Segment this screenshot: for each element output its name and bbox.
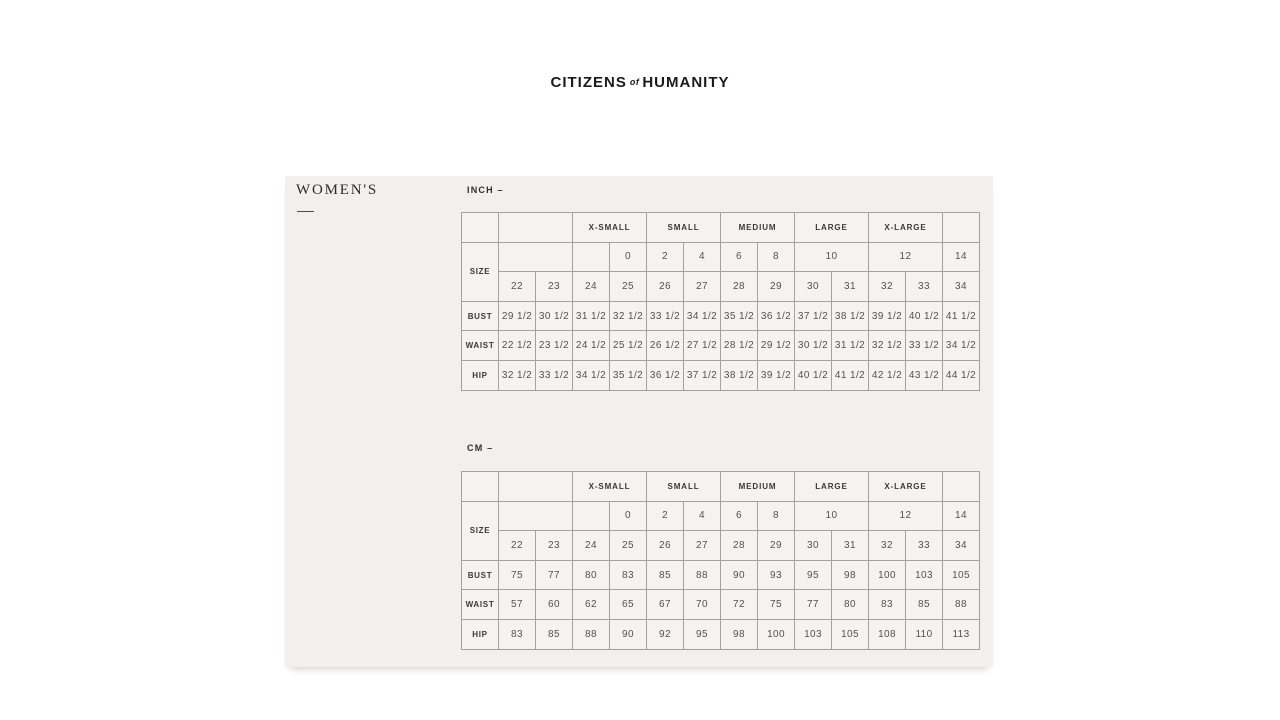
measurement-value: 75 — [499, 560, 536, 590]
measurement-value: 35 1/2 — [610, 360, 647, 390]
measurement-value: 34 1/2 — [943, 331, 980, 361]
measurement-value: 57 — [499, 590, 536, 620]
waist-size-cell: 29 — [758, 531, 795, 561]
measurement-row — [462, 301, 980, 331]
measurement-row — [462, 331, 980, 361]
measurement-value: 31 1/2 — [832, 331, 869, 361]
numeric-size-cell: 6 — [721, 501, 758, 531]
heading-underline — [297, 211, 314, 212]
measurement-value: 72 — [721, 590, 758, 620]
measurement-value: 90 — [610, 619, 647, 649]
measurement-value: 98 — [721, 619, 758, 649]
measurement-label: HIP — [462, 360, 499, 390]
waist-size-cell: 33 — [906, 272, 943, 302]
measurement-value: 32 1/2 — [869, 331, 906, 361]
waist-size-cell: 26 — [647, 531, 684, 561]
measurement-value: 60 — [536, 590, 573, 620]
measurement-value: 41 1/2 — [832, 360, 869, 390]
measurement-value: 65 — [610, 590, 647, 620]
measurement-value: 88 — [684, 560, 721, 590]
numeric-size-cell: 14 — [943, 501, 980, 531]
measurement-value: 42 1/2 — [869, 360, 906, 390]
empty-cell — [462, 472, 499, 502]
measurement-value: 43 1/2 — [906, 360, 943, 390]
measurement-value: 29 1/2 — [499, 301, 536, 331]
numeric-size-cell: 2 — [647, 501, 684, 531]
size-axis-label: SIZE — [462, 242, 499, 301]
numeric-size-cell: 12 — [869, 242, 943, 272]
cm-section-label: CM – — [467, 443, 494, 453]
numeric-size-cell: 10 — [795, 501, 869, 531]
measurement-value: 100 — [869, 560, 906, 590]
empty-cell — [462, 213, 499, 243]
measurement-label: WAIST — [462, 590, 499, 620]
waist-size-cell: 28 — [721, 272, 758, 302]
measurement-value: 105 — [832, 619, 869, 649]
womens-heading: WOMEN'S — [296, 182, 378, 198]
measurement-value: 22 1/2 — [499, 331, 536, 361]
brand-logo-word2: of — [629, 77, 640, 87]
measurement-value: 113 — [943, 619, 980, 649]
measurement-value: 103 — [906, 560, 943, 590]
numeric-size-cell: 14 — [943, 242, 980, 272]
waist-size-cell: 32 — [869, 272, 906, 302]
measurement-value: 110 — [906, 619, 943, 649]
measurement-value: 88 — [943, 590, 980, 620]
measurement-value: 85 — [536, 619, 573, 649]
measurement-label: BUST — [462, 560, 499, 590]
measurement-value: 37 1/2 — [795, 301, 832, 331]
measurement-value: 36 1/2 — [758, 301, 795, 331]
measurement-value: 62 — [573, 590, 610, 620]
measurement-value: 35 1/2 — [721, 301, 758, 331]
measurement-value: 40 1/2 — [906, 301, 943, 331]
waist-size-cell: 26 — [647, 272, 684, 302]
measurement-value: 38 1/2 — [832, 301, 869, 331]
letter-size-header: X-SMALL — [573, 472, 647, 502]
waist-size-cell: 33 — [906, 531, 943, 561]
measurement-value: 23 1/2 — [536, 331, 573, 361]
numeric-size-cell: 4 — [684, 501, 721, 531]
measurement-value: 34 1/2 — [684, 301, 721, 331]
empty-cell — [943, 213, 980, 243]
measurement-value: 67 — [647, 590, 684, 620]
measurement-value: 93 — [758, 560, 795, 590]
measurement-value: 92 — [647, 619, 684, 649]
letter-size-header: SMALL — [647, 213, 721, 243]
measurement-value: 100 — [758, 619, 795, 649]
waist-size-cell: 31 — [832, 272, 869, 302]
waist-size-cell: 24 — [573, 531, 610, 561]
measurement-value: 103 — [795, 619, 832, 649]
waist-size-cell: 30 — [795, 531, 832, 561]
waist-size-cell: 28 — [721, 531, 758, 561]
measurement-value: 83 — [869, 590, 906, 620]
waist-size-cell: 32 — [869, 531, 906, 561]
measurement-value: 105 — [943, 560, 980, 590]
measurement-value: 85 — [647, 560, 684, 590]
measurement-value: 98 — [832, 560, 869, 590]
waist-size-cell: 27 — [684, 531, 721, 561]
measurement-value: 95 — [795, 560, 832, 590]
measurement-value: 30 1/2 — [536, 301, 573, 331]
numeric-size-cell: 0 — [610, 242, 647, 272]
brand-logo — [0, 74, 1280, 91]
numeric-size-cell: 6 — [721, 242, 758, 272]
waist-size-cell: 23 — [536, 272, 573, 302]
size-axis-label: SIZE — [462, 501, 499, 560]
size-chart-panel — [285, 176, 993, 667]
measurement-value: 40 1/2 — [795, 360, 832, 390]
cm-size-table — [461, 471, 980, 650]
waist-size-cell: 25 — [610, 272, 647, 302]
numeric-size-cell: 12 — [869, 501, 943, 531]
brand-logo-word1: CITIZENS — [550, 74, 627, 91]
measurement-value: 70 — [684, 590, 721, 620]
numeric-size-cell: 8 — [758, 242, 795, 272]
letter-size-header: MEDIUM — [721, 472, 795, 502]
measurement-value: 25 1/2 — [610, 331, 647, 361]
letter-size-row — [462, 213, 980, 243]
measurement-value: 33 1/2 — [906, 331, 943, 361]
waist-size-cell: 30 — [795, 272, 832, 302]
measurement-value: 33 1/2 — [647, 301, 684, 331]
measurement-value: 38 1/2 — [721, 360, 758, 390]
measurement-value: 37 1/2 — [684, 360, 721, 390]
letter-size-header: LARGE — [795, 472, 869, 502]
waist-size-cell: 23 — [536, 531, 573, 561]
empty-cell — [499, 501, 573, 531]
measurement-value: 41 1/2 — [943, 301, 980, 331]
waist-size-cell: 31 — [832, 531, 869, 561]
waist-size-cell: 34 — [943, 272, 980, 302]
waist-size-cell: 25 — [610, 531, 647, 561]
measurement-value: 83 — [610, 560, 647, 590]
inch-size-table — [461, 212, 980, 391]
measurement-value: 31 1/2 — [573, 301, 610, 331]
measurement-value: 44 1/2 — [943, 360, 980, 390]
measurement-value: 80 — [832, 590, 869, 620]
waist-size-cell: 22 — [499, 272, 536, 302]
waist-size-row — [462, 531, 980, 561]
inch-section-label: INCH – — [467, 185, 504, 195]
empty-cell — [573, 501, 610, 531]
letter-size-header: SMALL — [647, 472, 721, 502]
measurement-label: HIP — [462, 619, 499, 649]
measurement-value: 30 1/2 — [795, 331, 832, 361]
measurement-value: 77 — [795, 590, 832, 620]
letter-size-row — [462, 472, 980, 502]
waist-size-cell: 34 — [943, 531, 980, 561]
numeric-size-cell: 8 — [758, 501, 795, 531]
numeric-size-cell: 10 — [795, 242, 869, 272]
letter-size-header: X-LARGE — [869, 472, 943, 502]
waist-size-cell: 29 — [758, 272, 795, 302]
measurement-value: 24 1/2 — [573, 331, 610, 361]
measurement-value: 108 — [869, 619, 906, 649]
measurement-value: 29 1/2 — [758, 331, 795, 361]
measurement-value: 80 — [573, 560, 610, 590]
empty-cell — [499, 472, 573, 502]
measurement-value: 26 1/2 — [647, 331, 684, 361]
letter-size-header: LARGE — [795, 213, 869, 243]
measurement-value: 32 1/2 — [499, 360, 536, 390]
measurement-value: 33 1/2 — [536, 360, 573, 390]
measurement-value: 39 1/2 — [869, 301, 906, 331]
letter-size-header: X-LARGE — [869, 213, 943, 243]
waist-size-cell: 22 — [499, 531, 536, 561]
waist-size-row — [462, 272, 980, 302]
measurement-value: 34 1/2 — [573, 360, 610, 390]
numeric-size-cell: 2 — [647, 242, 684, 272]
measurement-row — [462, 560, 980, 590]
measurement-value: 75 — [758, 590, 795, 620]
numeric-size-cell: 4 — [684, 242, 721, 272]
letter-size-header: MEDIUM — [721, 213, 795, 243]
empty-cell — [573, 242, 610, 272]
empty-cell — [499, 242, 573, 272]
brand-logo-word3: HUMANITY — [642, 74, 730, 91]
measurement-row — [462, 360, 980, 390]
measurement-label: WAIST — [462, 331, 499, 361]
empty-cell — [499, 213, 573, 243]
measurement-value: 95 — [684, 619, 721, 649]
numeric-size-cell: 0 — [610, 501, 647, 531]
measurement-value: 90 — [721, 560, 758, 590]
measurement-value: 88 — [573, 619, 610, 649]
measurement-value: 27 1/2 — [684, 331, 721, 361]
measurement-value: 85 — [906, 590, 943, 620]
measurement-label: BUST — [462, 301, 499, 331]
measurement-value: 77 — [536, 560, 573, 590]
measurement-value: 28 1/2 — [721, 331, 758, 361]
empty-cell — [943, 472, 980, 502]
waist-size-cell: 27 — [684, 272, 721, 302]
numeric-size-row — [462, 501, 980, 531]
letter-size-header: X-SMALL — [573, 213, 647, 243]
numeric-size-row — [462, 242, 980, 272]
measurement-value: 83 — [499, 619, 536, 649]
measurement-value: 36 1/2 — [647, 360, 684, 390]
measurement-value: 39 1/2 — [758, 360, 795, 390]
measurement-row — [462, 590, 980, 620]
waist-size-cell: 24 — [573, 272, 610, 302]
measurement-value: 32 1/2 — [610, 301, 647, 331]
measurement-row — [462, 619, 980, 649]
